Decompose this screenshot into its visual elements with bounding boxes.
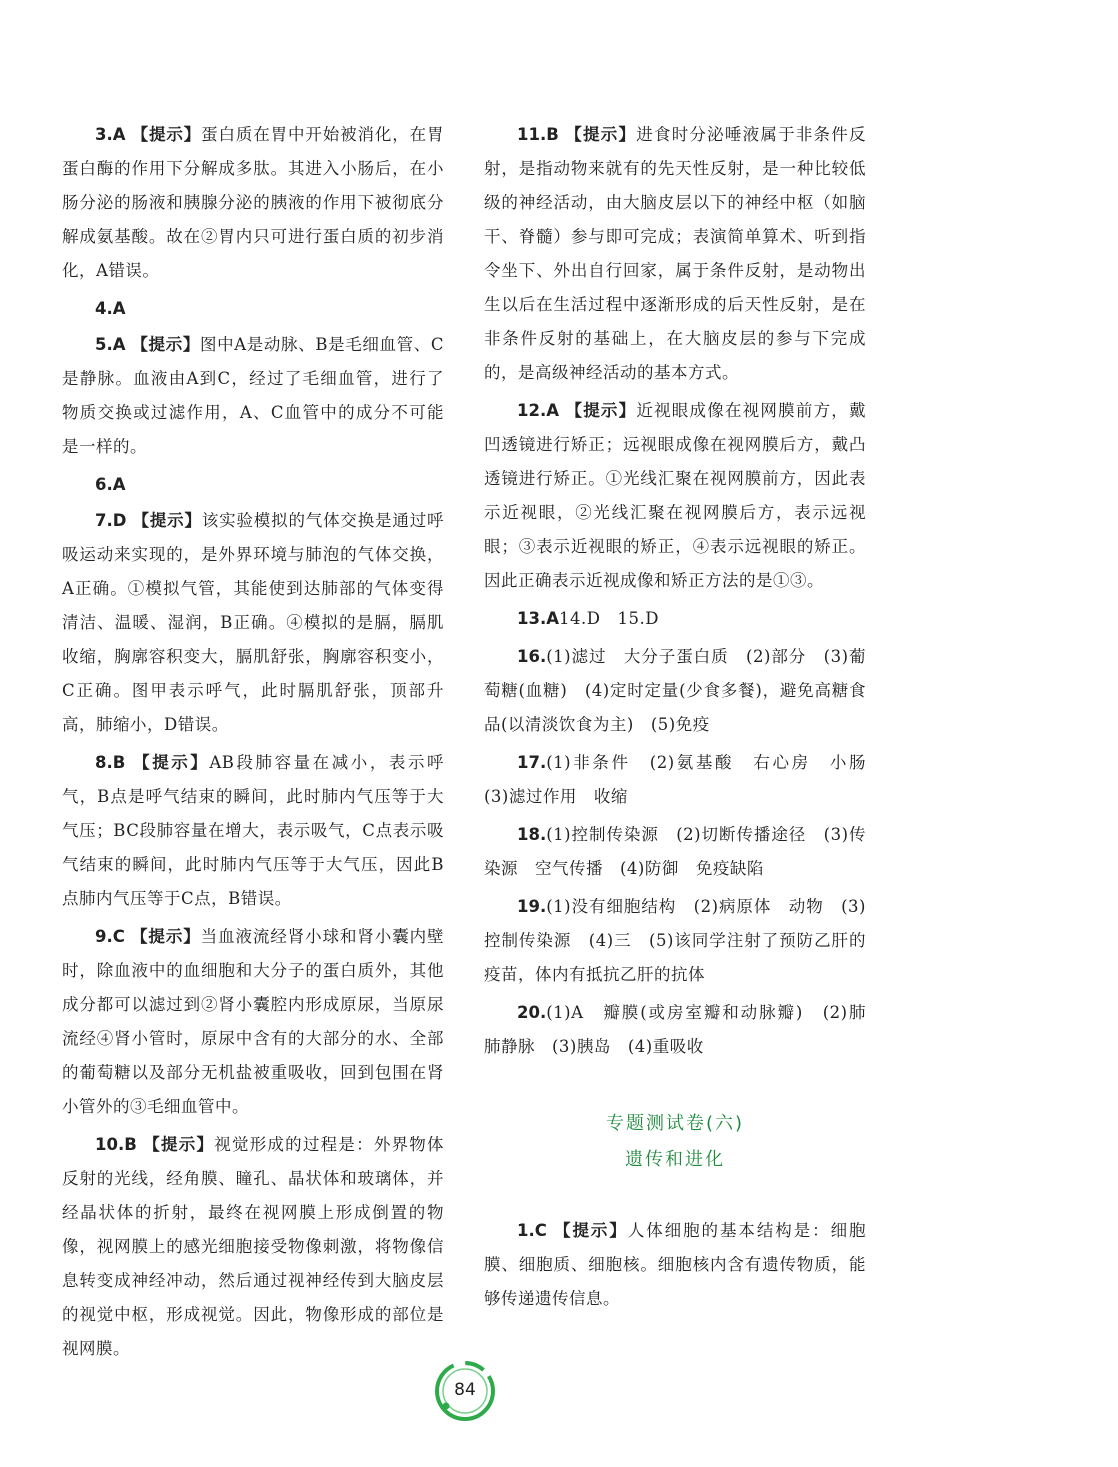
answer-text: 人体细胞的基本结构是：细胞膜、细胞质、细胞核。细胞核内含有遗传物质，能够传递遗传信息。 xyxy=(484,1221,867,1308)
right-answer-item xyxy=(484,602,866,636)
section-subtitle: 遗传和进化 xyxy=(625,1149,725,1170)
answer-text: 近视眼成像在视网膜前方，戴凹透镜进行矫正；远视眼成像在视网膜后方，戴凸透镜进行矫正。①光线汇聚在视网膜前方，因此表示近视眼，②光线汇聚在视网膜后方，表示远视眼；③表示近视眼的矫正，④表示远视眼的矫正。因此正确表示近视成像和矫正方法的是①③。 xyxy=(484,401,867,590)
answer-number: 19. xyxy=(517,897,547,916)
answer-number: 13.A xyxy=(517,609,559,628)
page-number: 84 xyxy=(454,1380,476,1400)
answer-text: 图中A是动脉、B是毛细血管、C是静脉。血液由A到C，经过了毛细血管，进行了物质交换或过滤作用，A、C血管中的成分不可能是一样的。 xyxy=(62,335,445,456)
answer-number: 12.A xyxy=(517,401,559,420)
left-answer-item xyxy=(62,292,444,326)
right-answer-item xyxy=(484,890,866,992)
section-answer-item xyxy=(484,1214,866,1316)
hint-label: 【提示】 xyxy=(565,125,637,144)
left-answer-item xyxy=(62,1128,444,1366)
answer-number: 3.A xyxy=(95,125,126,144)
answer-text: 当血液流经肾小球和肾小囊内壁时，除血液中的血细胞和大分子的蛋白质外，其他成分都可以滤过到②肾小囊腔内形成原尿，当原尿流经④肾小管时，原尿中含有的大部分的水、全部的葡萄糖以及部分无机盐被重吸收，回到包围在肾小管外的③毛细血管中。 xyxy=(62,927,445,1116)
answer-text: (1)控制传染源 (2)切断传播途径 (3)传染源 空气传播 (4)防御 免疫缺陷 xyxy=(484,825,866,878)
answer-text: (1)非条件 (2)氨基酸 右心房 小肠 (3)滤过作用 收缩 xyxy=(484,753,883,806)
answer-text: (1)滤过 大分子蛋白质 (2)部分 (3)葡萄糖(血糖) (4)定时定量(少食多餐)，避免高糖食品(以清淡饮食为主) (5)免疫 xyxy=(484,647,866,734)
answer-text: AB段肺容量在减小，表示呼气，B点是呼气结束的瞬间，此时肺内气压等于大气压；BC段肺容量在增大，表示吸气，C点表示吸气结束的瞬间，此时肺内气压等于大气压，因此B点肺内气压等于C点，B错误。 xyxy=(62,753,445,908)
right-answer-item xyxy=(484,394,866,598)
hint-label: 【提示】 xyxy=(131,125,202,144)
right-answer-item xyxy=(484,996,883,1064)
answer-number: 6.A xyxy=(95,475,126,494)
section-title: 专题测试卷(六) xyxy=(605,1113,745,1134)
answer-number: 18. xyxy=(517,825,547,844)
answer-number: 7.D xyxy=(95,511,127,530)
hint-label: 【提示】 xyxy=(554,1221,628,1240)
right-answer-item xyxy=(484,118,866,390)
answer-text: 视觉形成的过程是：外界物体反射的光线，经角膜、瞳孔、晶状体和玻璃体，并经晶状体的折射，最终在视网膜上形成倒置的物像，视网膜上的感光细胞接受物像刺激，将物像信息转变成神经冲动，然后通过视神经传到大脑皮层的视觉中枢，形成视觉。因此，物像形成的部位是视网膜。 xyxy=(62,1135,445,1358)
left-answer-item xyxy=(62,746,444,916)
right-answer-item xyxy=(484,640,866,742)
right-answer-item xyxy=(484,818,866,886)
right-answer-item xyxy=(484,746,883,814)
answer-number: 20. xyxy=(517,1003,547,1022)
left-answer-item xyxy=(62,118,444,288)
answer-number: 11.B xyxy=(517,125,559,144)
answer-text: 进食时分泌唾液属于非条件反射，是指动物来就有的先天性反射，是一种比较低级的神经活动，由大脑皮层以下的神经中枢（如脑干、脊髓）参与即可完成；表演简单算术、听到指令坐下、外出自行回家，属于条件反射，是动物出生以后在生活过程中逐渐形成的后天性反射，是在非条件反射的基础上，在大脑皮层的参与下完成的，是高级神经活动的基本方式。 xyxy=(484,125,867,382)
answer-number: 5.A xyxy=(95,335,126,354)
hint-label: 【提示】 xyxy=(143,1135,215,1154)
answer-number: 16. xyxy=(517,647,547,666)
left-answer-item xyxy=(62,468,444,502)
left-column xyxy=(62,118,444,1370)
answer-number: 4.A xyxy=(95,299,126,318)
answer-text: 蛋白质在胃中开始被消化，在胃蛋白酶的作用下分解成多肽。其进入小肠后，在小肠分泌的肠液和胰腺分泌的胰液的作用下被彻底分解成氨基酸。故在②胃内只可进行蛋白质的初步消化，A错误。 xyxy=(62,125,445,280)
right-column xyxy=(484,118,883,1320)
hint-label: 【提示】 xyxy=(565,401,637,420)
answer-number: 8.B xyxy=(95,753,126,772)
answer-text: 该实验模拟的气体交换是通过呼吸运动来实现的，是外界环境与肺泡的气体交换，A正确。①模拟气管，其能使到达肺部的气体变得清洁、温暖、湿润，B正确。④模拟的是膈，膈肌收缩，胸廓容积变大，膈肌舒张，胸廓容积变小，C正确。图甲表示呼气，此时膈肌舒张，顶部升高，肺缩小，D错误。 xyxy=(62,511,445,734)
answer-number: 17. xyxy=(517,753,547,772)
hint-label: 【提示】 xyxy=(131,927,201,946)
answer-number: 1.C xyxy=(517,1221,547,1240)
left-answer-item xyxy=(62,920,444,1124)
answer-text: 14.D 15.D xyxy=(559,609,659,628)
right-answers xyxy=(484,118,883,1064)
answer-number: 9.C xyxy=(95,927,125,946)
answer-number: 10.B xyxy=(95,1135,137,1154)
left-answer-item xyxy=(62,328,444,464)
hint-label: 【提示】 xyxy=(133,753,210,772)
page-number-badge xyxy=(432,1358,498,1424)
section-answers xyxy=(484,1214,866,1316)
section-header xyxy=(484,1106,866,1178)
hint-label: 【提示】 xyxy=(132,511,202,530)
answer-text: (1)没有细胞结构 (2)病原体 动物 (3)控制传染源 (4)三 (5)该同学注射了预防乙肝的疫苗，体内有抵抗乙肝的抗体 xyxy=(484,897,866,984)
left-answer-item xyxy=(62,504,444,742)
answer-text: (1)A 瓣膜(或房室瓣和动脉瓣) (2)肺 肺静脉 (3)胰岛 (4)重吸收 xyxy=(484,1003,883,1056)
hint-label: 【提示】 xyxy=(131,335,200,354)
